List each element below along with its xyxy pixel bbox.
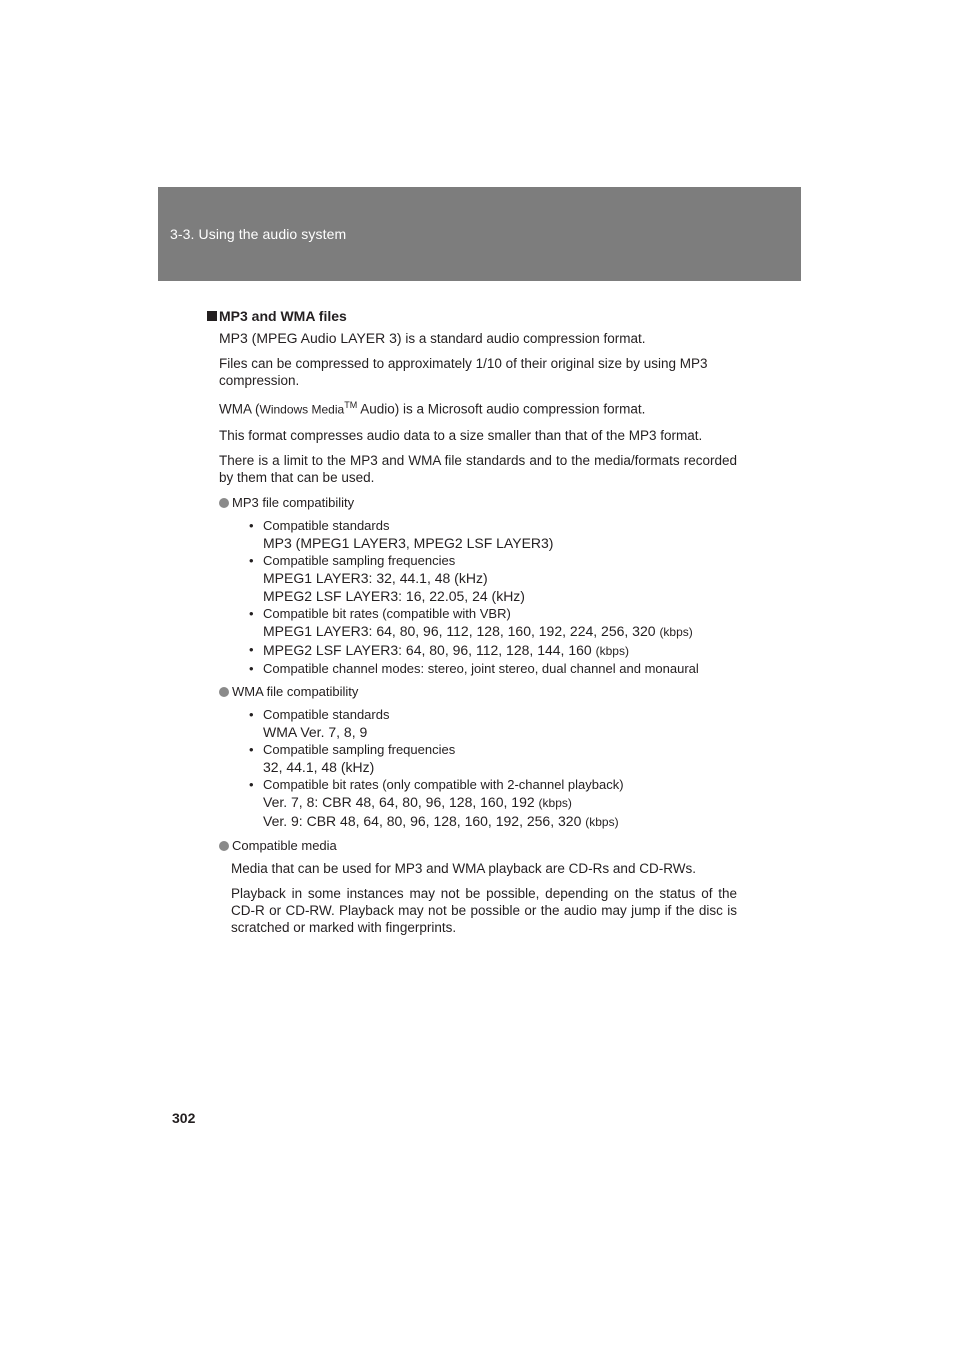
item-value (263, 793, 624, 812)
wma-description: Audio) is a Microsoft audio compression format. (357, 401, 646, 417)
value-text: MPEG1 LAYER3: 64, 80, 96, 112, 128, 160, 192, 224, 256, 320 (263, 622, 656, 639)
topic-heading-text: MP3 and WMA files (219, 308, 347, 324)
list-item (249, 641, 737, 660)
media-block (219, 860, 737, 936)
dot-bullet-icon: • (249, 776, 254, 792)
unit-text: (kbps) (538, 795, 572, 810)
item-value: 32, 44.1, 48 (kHz) (263, 758, 375, 775)
list-item (249, 605, 737, 641)
dot-bullet-icon: • (249, 741, 254, 757)
item-label: Compatible sampling frequencies (263, 741, 456, 757)
mp3-name: MP3 (MPEG Audio LAYER 3) (219, 330, 402, 346)
item-label: Compatible standards (263, 706, 390, 722)
section-header-band (158, 187, 801, 281)
trademark-mark: TM (344, 400, 358, 410)
page-number: 302 (172, 1110, 196, 1126)
wma-compat-heading (219, 683, 737, 700)
circle-bullet-icon (219, 841, 229, 851)
square-bullet-icon (207, 311, 217, 321)
media-paragraph-2: Playback in some instances may not be possible, depending on the status of the CD-R or CD-RW. Playback may not be possible or the audio may jump if the disc is scratched or marked with fingerprints. (231, 885, 737, 935)
list-item (249, 706, 737, 741)
intro-paragraph-1 (219, 329, 737, 347)
value-text: MPEG2 LSF LAYER3: 64, 80, 96, 112, 128, 144, 160 (263, 641, 592, 658)
item-value (263, 622, 693, 641)
intro-paragraph-5: There is a limit to the MP3 and WMA file standards and to the media/formats recorded by them that can be used. (219, 452, 737, 485)
item-value (263, 812, 624, 831)
intro-paragraph-3 (219, 397, 737, 419)
unit-text: (kbps) (595, 643, 629, 658)
topic-heading (207, 308, 737, 325)
mp3-compat-heading (219, 494, 737, 511)
wma-compat-list (219, 706, 737, 831)
value-text: Ver. 7, 8: CBR 48, 64, 80, 96, 128, 160, 192 (263, 793, 535, 810)
value-text: Ver. 9: CBR 48, 64, 80, 96, 128, 160, 192, 256, 320 (263, 812, 582, 829)
item-value: WMA Ver. 7, 8, 9 (263, 723, 368, 740)
mp3-compat-list (219, 517, 737, 677)
list-item (249, 552, 737, 605)
item-label: Compatible channel modes: stereo, joint stereo, dual channel and monaural (263, 660, 699, 676)
media-paragraph-1: Media that can be used for MP3 and WMA playback are CD-Rs and CD-RWs. (231, 860, 696, 876)
intro-paragraph-4: This format compresses audio data to a size smaller than that of the MP3 format. (219, 427, 703, 443)
item-label: Compatible sampling frequencies (263, 552, 456, 568)
mp3-compat-title: MP3 file compatibility (232, 494, 355, 510)
wma-prefix: WMA ( (219, 401, 260, 417)
page-content (207, 308, 737, 944)
item-label: Compatible standards (263, 517, 390, 533)
list-item (249, 517, 737, 552)
section-title: 3-3. Using the audio system (170, 226, 347, 242)
item-label: Compatible bit rates (only compatible with 2-channel playback) (263, 776, 624, 792)
intro-paragraph-2: Files can be compressed to approximately 1/10 of their original size by using MP3 compression. (219, 356, 708, 388)
list-item (249, 776, 737, 831)
dot-bullet-icon: • (249, 605, 254, 621)
intro-block (207, 329, 737, 936)
windows-media-text: Windows Media (259, 402, 345, 417)
item-value: MP3 (MPEG1 LAYER3, MPEG2 LSF LAYER3) (263, 534, 554, 551)
circle-bullet-icon (219, 687, 229, 697)
mp3-description: is a standard audio compression format. (401, 331, 646, 346)
wma-compat-title: WMA file compatibility (232, 683, 359, 699)
dot-bullet-icon: • (249, 552, 254, 568)
item-label: Compatible bit rates (compatible with VBR) (263, 605, 511, 621)
dot-bullet-icon: • (249, 517, 254, 533)
item-value: MPEG1 LAYER3: 32, 44.1, 48 (kHz) (263, 569, 488, 586)
dot-bullet-icon: • (249, 706, 254, 722)
unit-text: (kbps) (585, 814, 619, 829)
item-value (263, 641, 629, 660)
list-item (249, 741, 737, 776)
item-value: MPEG2 LSF LAYER3: 16, 22.05, 24 (kHz) (263, 587, 525, 604)
dot-bullet-icon: • (249, 641, 254, 657)
unit-text: (kbps) (659, 624, 693, 639)
media-title: Compatible media (232, 837, 337, 853)
circle-bullet-icon (219, 498, 229, 508)
media-heading (219, 837, 737, 854)
list-item (249, 660, 737, 677)
dot-bullet-icon: • (249, 660, 254, 676)
